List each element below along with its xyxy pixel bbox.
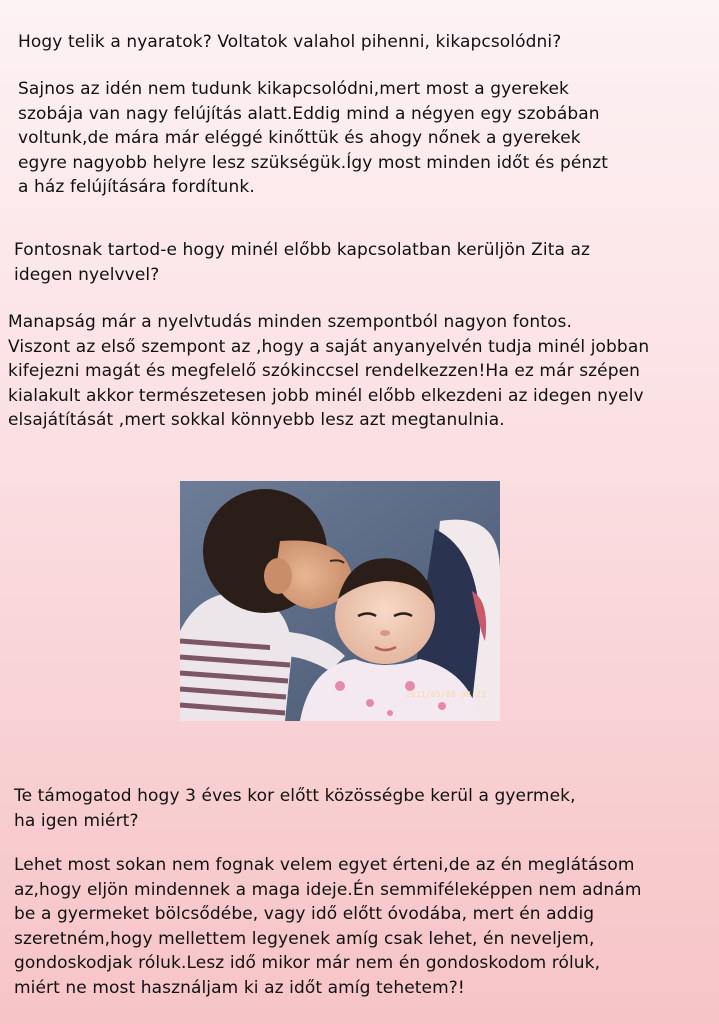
answer-line: szeretném,hogy mellettem legyenek amíg csak lehet, én neveljem,: [14, 928, 595, 949]
answer-community: [14, 853, 709, 1000]
question-line: Hogy telik a nyaratok? Voltatok valahol pihenni, kikapcsolódni?: [18, 32, 562, 52]
answer-line: szobája van nagy felújítás alatt.Eddig mind a négyen egy szobában: [18, 103, 600, 124]
answer-line: Manapság már a nyelvtudás minden szempontból nagyon fontos.: [8, 312, 572, 332]
question-line: idegen nyelvvel?: [14, 264, 160, 285]
answer-line: a ház felújítására fordítunk.: [18, 177, 255, 197]
photo-illustration: [180, 481, 500, 721]
children-photo: [180, 481, 500, 721]
question-vacation: [18, 30, 708, 55]
question-line: ha igen miért?: [14, 810, 139, 831]
photo-timestamp: 2011/05/08 08:22: [405, 690, 486, 699]
answer-line: Sajnos az idén nem tudunk kikapcsolódni,mert most a gyerekek: [18, 79, 569, 99]
question-line: Fontosnak tartod-e hogy minél előbb kapcsolatban kerüljön Zita az: [14, 240, 591, 260]
answer-line: Viszont az első szempont az ,hogy a saját anyanyelvén tudja minél jobban: [8, 336, 650, 357]
answer-line: egyre nagyobb helyre lesz szükségük.Így most minden időt és pénzt: [18, 152, 609, 173]
answer-line: elsajátítását ,mert sokkal könnyebb lesz azt megtanulnia.: [8, 410, 505, 430]
question-line: Te támogatod hogy 3 éves kor előtt közösségbe kerül a gyermek,: [14, 786, 576, 806]
question-foreign-language: [14, 238, 704, 287]
answer-line: gondoskodjak róluk.Lesz idő mikor már nem én gondoskodom róluk,: [14, 953, 601, 973]
question-community: [14, 784, 704, 833]
answer-line: az,hogy eljön mindennek a maga ideje.Én semmiféleképpen nem adnám: [14, 879, 642, 900]
answer-vacation: [18, 77, 708, 200]
answer-foreign-language: [8, 310, 713, 433]
answer-line: kialakult akkor természetesen jobb minél előbb elkezdeni az idegen nyelv: [8, 385, 644, 406]
answer-line: Lehet most sokan nem fognak velem egyet érteni,de az én meglátásom: [14, 855, 635, 875]
answer-line: kifejezni magát és megfelelő szókinccsel rendelkezzen!Ha ez már szépen: [8, 361, 641, 381]
answer-line: miért ne most használjam ki az időt amíg tehetem?!: [14, 977, 465, 998]
answer-line: be a gyermeket bölcsődébe, vagy idő előtt óvodába, mert én addig: [14, 904, 595, 924]
answer-line: voltunk,de mára már eléggé kinőttük és ahogy nőnek a gyerekek: [18, 128, 581, 148]
